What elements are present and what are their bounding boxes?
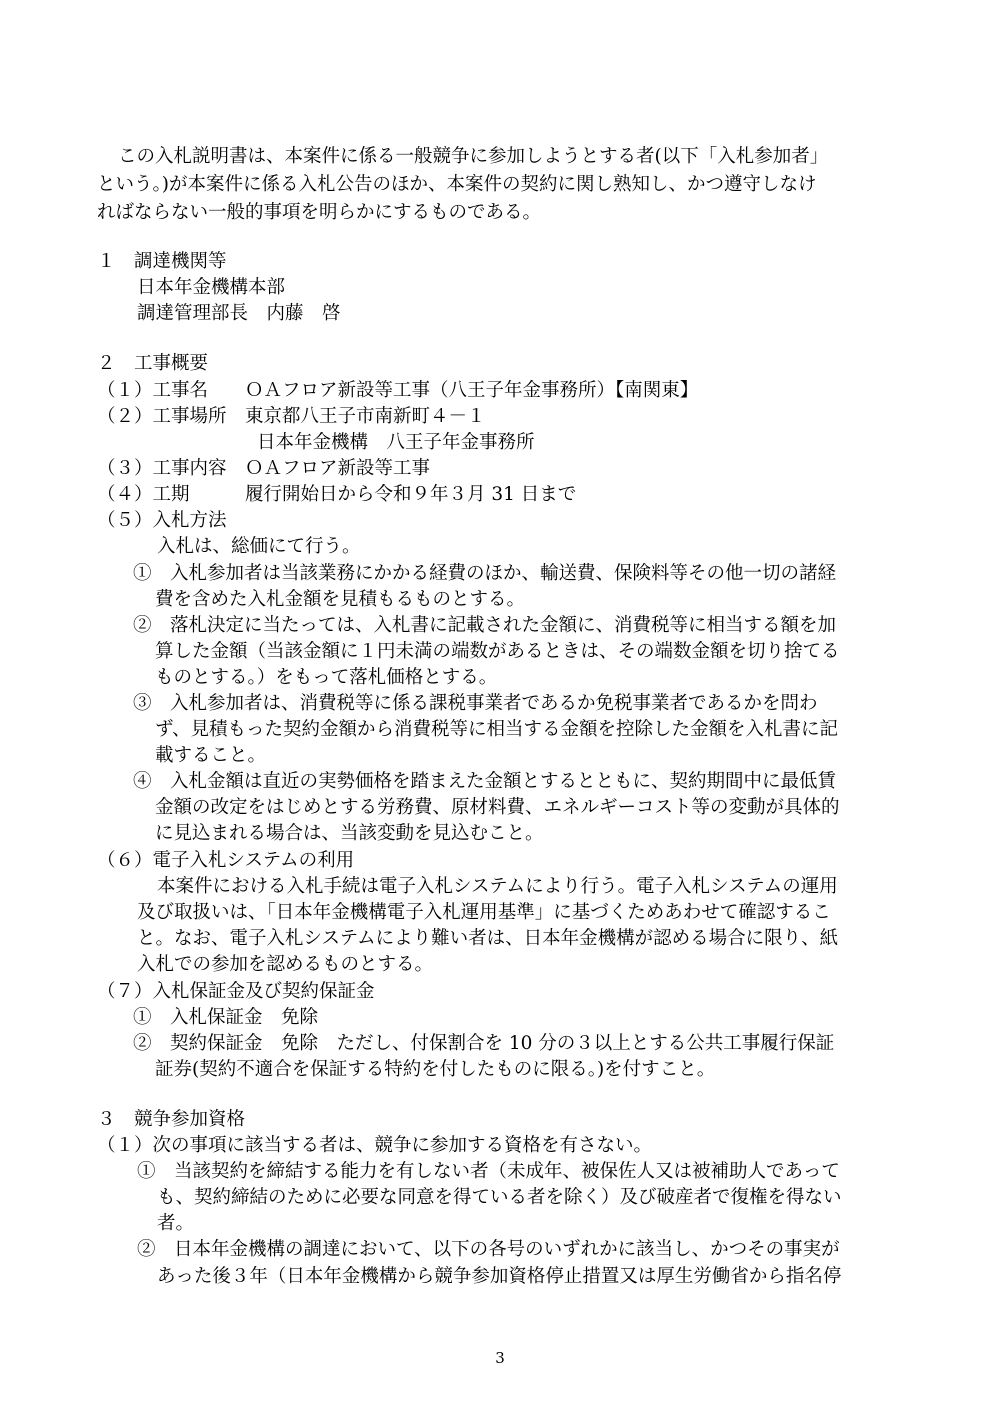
section-1-heading: １ 調達機関等: [97, 251, 227, 272]
bid-method-item-2: ② 落札決定に当たっては、入札書に記載された金額に、消費税等に相当する額を加: [133, 615, 837, 636]
intro-line-2: という。)が本案件に係る入札公告のほか、本案件の契約に関し熟知し、かつ遵守しなけ: [97, 174, 817, 195]
bid-method-item-2-cont2: ものとする。）をもって落札価格とする。: [155, 667, 498, 688]
bid-method-item-1: ① 入札参加者は当該業務にかかる経費のほか、輸送費、保険料等その他一切の諸経: [133, 563, 837, 584]
intro-line-3: ればならない一般的事項を明らかにするものである。: [97, 202, 542, 223]
e-bidding-line-4: 入札での参加を認めるものとする。: [137, 954, 434, 975]
e-bidding-line-2: 及び取扱いは、「日本年金機構電子入札運用基準」に基づくためあわせて確認するこ: [137, 902, 831, 923]
work-content: （３）工事内容 ＯＡフロア新設等工事: [97, 458, 431, 479]
procurement-officer: 調達管理部長 内藤 啓: [137, 303, 341, 324]
bid-method-item-4-cont2: に見込まれる場合は、当該変動を見込むこと。: [155, 823, 544, 844]
e-bidding-line-3: と。なお、電子入札システムにより難い者は、日本年金機構が認める場合に限り、紙: [137, 928, 839, 949]
work-period: （４）工期 履行開始日から令和９年３月 31 日まで: [97, 484, 577, 505]
intro-line-1: この入札説明書は、本案件に係る一般競争に参加しようとする者(以下「入札参加者」: [118, 146, 829, 167]
e-bidding-line-1: 本案件における入札手続は電子入札システムにより行う。電子入札システムの運用: [157, 876, 838, 897]
work-name: （１）工事名 ＯＡフロア新設等工事（八王子年金事務所）【南関東】: [97, 380, 699, 401]
contract-deposit-cont: 証券(契約不適合を保証する特約を付したものに限る。)を付すこと。: [155, 1059, 716, 1080]
bid-method-item-4: ④ 入札金額は直近の実勢価格を踏まえた金額とするとともに、契約期間中に最低賃: [133, 771, 837, 792]
bid-method-text: 入札は、総価にて行う。: [157, 536, 361, 557]
bid-method-item-3-cont: ず、見積もった契約金額から消費税等に相当する金額を控除した金額を入札書に記: [155, 719, 839, 740]
page-number: 3: [495, 1349, 505, 1367]
eligibility-item-1-1-cont: も、契約締結のために必要な同意を得ている者を除く）及び破産者で復権を得ない: [157, 1187, 842, 1208]
eligibility-item-1-2-cont: あった後３年（日本年金機構から競争参加資格停止措置又は厚生労働省から指名停: [157, 1266, 842, 1287]
section-2-heading: ２ 工事概要: [97, 353, 209, 374]
bid-method-item-1-cont: 費を含めた入札金額を見積もるものとする。: [155, 589, 526, 610]
eligibility-item-1-1-cont2: 者。: [157, 1213, 195, 1234]
deposit-heading: （７）入札保証金及び契約保証金: [97, 981, 375, 1002]
bid-method-item-4-cont: 金額の改定をはじめとする労務費、原材料費、エネルギーコスト等の変動が具体的: [155, 797, 840, 818]
eligibility-item-1: （１）次の事項に該当する者は、競争に参加する資格を有さない。: [97, 1135, 653, 1156]
bid-method-item-3-cont2: 載すること。: [155, 745, 267, 766]
work-location-office: 日本年金機構 八王子年金事務所: [257, 432, 535, 453]
bid-method-heading: （５）入札方法: [97, 510, 227, 531]
bid-method-item-3: ③ 入札参加者は、消費税等に係る課税事業者であるか免税事業者であるかを問わ: [133, 693, 818, 714]
e-bidding-heading: （６）電子入札システムの利用: [97, 850, 355, 871]
bid-method-item-2-cont: 算した金額（当該金額に１円未満の端数があるときは、その端数金額を切り捨てる: [155, 641, 840, 662]
procurement-org: 日本年金機構本部: [137, 277, 286, 298]
contract-deposit: ② 契約保証金 免除 ただし、付保割合を 10 分の３以上とする公共工事履行保証: [133, 1033, 835, 1054]
section-3-heading: ３ 競争参加資格: [97, 1109, 246, 1130]
work-location: （２）工事場所 東京都八王子市南新町４－１: [97, 406, 486, 427]
bid-deposit: ① 入札保証金 免除: [133, 1007, 319, 1028]
eligibility-item-1-2: ② 日本年金機構の調達において、以下の各号のいずれかに該当し、かつその事実が: [137, 1239, 840, 1260]
eligibility-item-1-1: ① 当該契約を締結する能力を有しない者（未成年、被保佐人又は被補助人であって: [137, 1161, 840, 1182]
